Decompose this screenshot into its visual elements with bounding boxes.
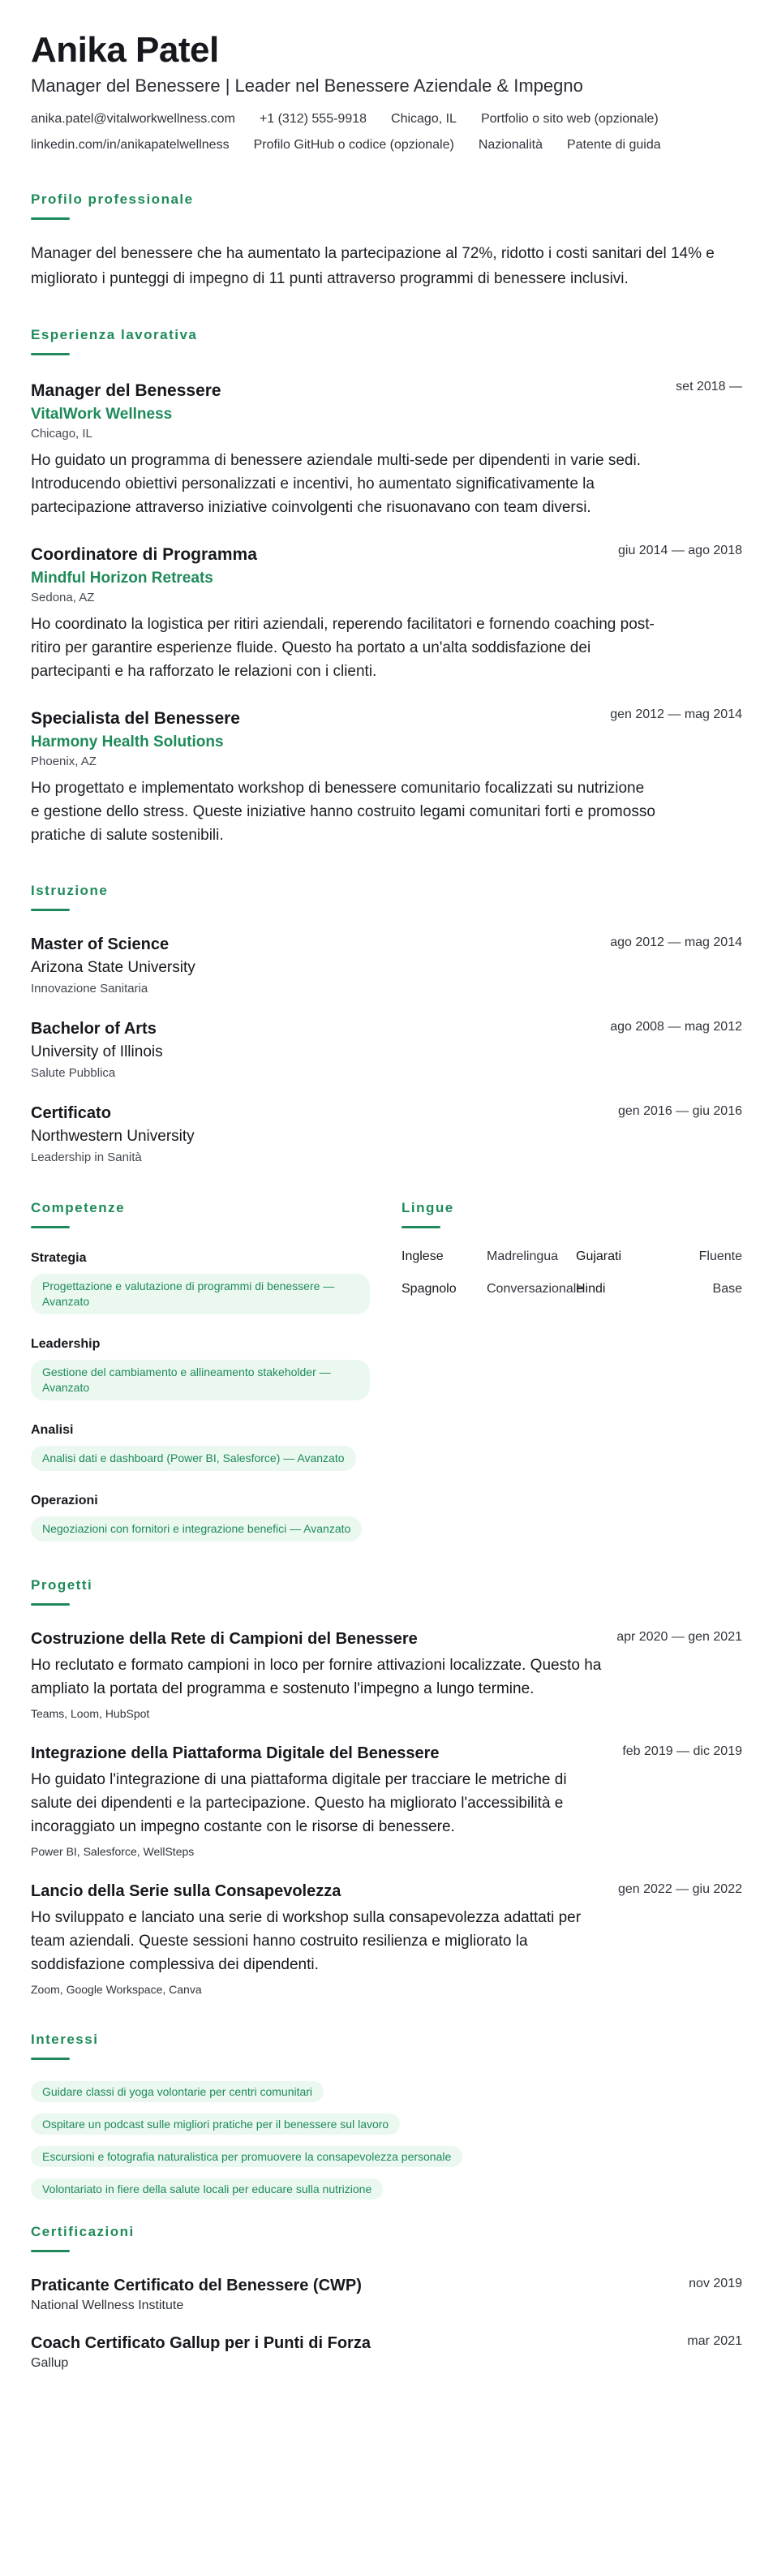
section-divider [31, 909, 70, 911]
candidate-name: Anika Patel [31, 30, 219, 70]
skill-pill: Gestione del cambiamento e allineamento stakeholder — Avanzato [31, 1360, 370, 1400]
skill-category: Leadership [31, 1337, 101, 1351]
certification-name: Coach Certificato Gallup per i Punti di Forza [31, 2334, 371, 2352]
certification-item [31, 2334, 742, 2371]
skill-group [31, 1337, 371, 1400]
interest-pill: Guidare classi di yoga volontarie per centri comunitari [31, 2081, 324, 2102]
contact-email[interactable]: anika.patel@vitalworkwellness.com [31, 112, 235, 126]
project-name: Lancio della Serie sulla Consapevolezza [31, 1882, 341, 1900]
headline: Manager del Benessere | Leader nel Benessere Aziendale & Impegno [31, 75, 583, 96]
contact-location: Chicago, IL [391, 112, 457, 126]
section-divider [31, 1226, 70, 1228]
education-section [31, 883, 742, 1164]
job-location: Chicago, IL [31, 427, 92, 441]
certification-date: mar 2021 [687, 2334, 742, 2348]
skill-pill: Analisi dati e dashboard (Power BI, Salesforce) — Avanzato [31, 1446, 356, 1471]
job-location: Sedona, AZ [31, 591, 95, 604]
field-of-study: Salute Pubblica [31, 1066, 116, 1080]
job-date: giu 2014 — ago 2018 [617, 544, 742, 557]
field-of-study: Innovazione Sanitaria [31, 982, 148, 996]
skill-pill: Negoziazioni con fornitori e integrazione benefici — Avanzato [31, 1516, 362, 1542]
language-name: Spagnolo [402, 1282, 457, 1296]
section-title-education: Istruzione [31, 883, 109, 898]
section-divider [31, 2250, 70, 2252]
section-divider [31, 2058, 70, 2060]
section-divider [31, 353, 70, 355]
contact-portfolio[interactable]: Portfolio o sito web (opzionale) [480, 112, 659, 126]
project-item [31, 1630, 742, 1720]
contact-list [31, 112, 728, 153]
education-item [31, 1020, 742, 1080]
education-date: ago 2008 — mag 2012 [610, 1020, 742, 1034]
summary-text: Manager del benessere che ha aumentato la partecipazione al 72%, ridotto i costi sanitari del 14% e migliorato i punteggi di impegno di 11 punti attraverso programmi di benessere inclusivi. [31, 245, 715, 287]
certification-issuer: Gallup [31, 2356, 69, 2370]
interest-pill: Escursioni e fotografia naturalistica per promuovere la consapevolezza personale [31, 2146, 462, 2167]
job-location: Phoenix, AZ [31, 755, 97, 768]
job-date: set 2018 — [676, 380, 742, 393]
skill-pill: Progettazione e valutazione di programmi di benessere — Avanzato [31, 1274, 370, 1314]
project-description: Ho reclutato e formato campioni in loco per fornire attivazioni localizzate. Questo ha ampliato la portata del programma e sostenuto l'impegno a lungo termine. [31, 1657, 602, 1697]
skills-languages-row [31, 1200, 742, 1542]
school-name: University of Illinois [31, 1043, 163, 1060]
language-name: Hindi [576, 1282, 606, 1296]
interest-pill: Volontariato in fiere della salute locali per educare sulla nutrizione [31, 2178, 383, 2200]
section-divider [402, 1226, 440, 1228]
skill-group [31, 1494, 371, 1542]
certification-name: Praticante Certificato del Benessere (CWP) [31, 2277, 362, 2294]
job-description: Ho guidato un programma di benessere aziendale multi-sede per dipendenti in varie sedi. Introducendo obiettivi personalizzati e incentivi, ho aumentato significativamente la partecipazione attraverso iniziative coinvolgenti che risuonavano con team diversi. [31, 452, 642, 516]
skill-group [31, 1251, 371, 1314]
project-item [31, 1882, 742, 1996]
section-title-interests: Interessi [31, 2032, 99, 2047]
contact-phone[interactable]: +1 (312) 555-9918 [259, 112, 367, 126]
job-title: Specialista del Benessere [31, 709, 240, 728]
degree-name: Master of Science [31, 935, 170, 953]
project-tools: Zoom, Google Workspace, Canva [31, 1983, 202, 1996]
project-date: gen 2022 — giu 2022 [617, 1882, 742, 1896]
project-description: Ho guidato l'integrazione di una piattaforma digitale per tracciare le metriche di salute dei dipendenti e la partecipazione. Questo ha migliorato l'accessibilità e incoraggiato un impegno costante con le risorse di benessere. [31, 1771, 567, 1835]
company-name: Mindful Horizon Retreats [31, 570, 213, 587]
interests-section [31, 2032, 742, 2200]
contact-nationality: Nazionalità [478, 138, 543, 152]
skill-category: Strategia [31, 1251, 87, 1265]
summary-section [31, 191, 742, 291]
skill-group [31, 1423, 371, 1471]
interest-list [31, 2081, 742, 2200]
skill-category: Operazioni [31, 1494, 98, 1507]
section-title-skills: Competenze [31, 1200, 126, 1215]
contact-linkedin[interactable]: linkedin.com/in/anikapatelwellness [31, 138, 230, 152]
language-list [402, 1249, 742, 1297]
language-level: Base [712, 1282, 742, 1296]
degree-name: Bachelor of Arts [31, 1020, 157, 1038]
project-date: apr 2020 — gen 2021 [616, 1630, 742, 1644]
section-title-experience: Esperienza lavorativa [31, 327, 198, 342]
degree-name: Certificato [31, 1104, 111, 1122]
project-tools: Power BI, Salesforce, WellSteps [31, 1845, 195, 1858]
job-date: gen 2012 — mag 2014 [610, 707, 742, 721]
language-name: Inglese [402, 1249, 444, 1263]
interest-pill: Ospitare un podcast sulle migliori pratiche per il benessere sul lavoro [31, 2114, 400, 2135]
section-divider [31, 1603, 70, 1606]
certification-date: nov 2019 [689, 2277, 742, 2290]
certification-issuer: National Wellness Institute [31, 2299, 184, 2312]
experience-item [31, 544, 742, 683]
education-date: gen 2016 — giu 2016 [617, 1104, 742, 1118]
project-description: Ho sviluppato e lanciato una serie di workshop sulla consapevolezza adattati per team aziendali. Queste sessioni hanno costruito resilienza e migliorato la soddisfazione complessiva dei dipendenti. [31, 1909, 582, 1973]
field-of-study: Leadership in Sanità [31, 1150, 142, 1164]
skills-section [31, 1200, 371, 1542]
school-name: Northwestern University [31, 1128, 195, 1145]
section-title-projects: Progetti [31, 1577, 93, 1593]
project-item [31, 1744, 742, 1858]
experience-section [31, 327, 742, 847]
job-title: Manager del Benessere [31, 381, 221, 400]
languages-section [402, 1200, 742, 1542]
experience-item [31, 380, 742, 519]
project-tools: Teams, Loom, HubSpot [31, 1707, 150, 1720]
language-level: Conversazionale [487, 1282, 584, 1296]
education-item [31, 935, 742, 996]
company-name: VitalWork Wellness [31, 406, 173, 423]
project-name: Costruzione della Rete di Campioni del Benessere [31, 1630, 418, 1648]
language-name: Gujarati [576, 1249, 622, 1263]
section-title-languages: Lingue [402, 1200, 454, 1215]
project-date: feb 2019 — dic 2019 [622, 1744, 742, 1758]
project-name: Integrazione della Piattaforma Digitale del Benessere [31, 1744, 440, 1762]
job-title: Coordinatore di Programma [31, 545, 257, 564]
job-description: Ho coordinato la logistica per ritiri aziendali, reperendo facilitatori e fornendo coaching post-ritiro per garantire esperienze fluide. Questo ha portato a un'alta soddisfazione dei partecipanti e ha rafforzato le relazioni con i clienti. [31, 616, 655, 680]
certification-item [31, 2277, 742, 2313]
job-description: Ho progettato e implementato workshop di benessere comunitario focalizzati su nutrizione e gestione dello stress. Queste iniziative hanno costruito legami comunitari forti e promosso pratiche di salute sostenibili. [31, 780, 655, 844]
certifications-section [31, 2224, 742, 2371]
experience-item [31, 707, 742, 847]
section-divider [31, 217, 70, 220]
language-level: Madrelingua [487, 1249, 559, 1263]
education-date: ago 2012 — mag 2014 [610, 935, 742, 949]
education-item [31, 1104, 742, 1164]
section-title-summary: Profilo professionale [31, 191, 194, 207]
projects-section [31, 1577, 742, 1996]
contact-license: Patente di guida [566, 138, 661, 152]
section-title-certifications: Certificazioni [31, 2224, 135, 2239]
company-name: Harmony Health Solutions [31, 733, 224, 750]
language-level: Fluente [698, 1249, 742, 1263]
school-name: Arizona State University [31, 959, 195, 976]
skill-category: Analisi [31, 1423, 74, 1437]
contact-github[interactable]: Profilo GitHub o codice (opzionale) [253, 138, 454, 152]
